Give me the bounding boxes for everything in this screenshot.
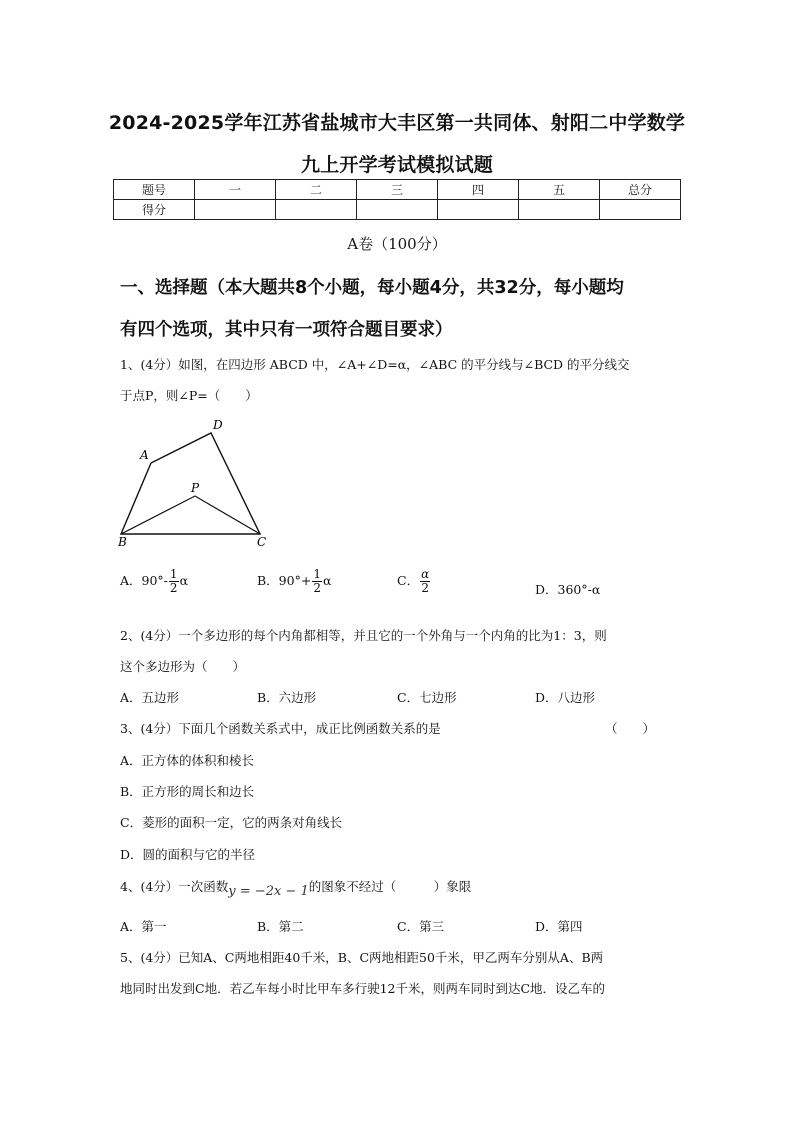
header-cell: 三 [357,180,438,200]
fraction-numerator: 1 [169,567,178,581]
label-P: P [191,481,200,495]
q3-option-c[interactable]: C．菱形的面积一定，它的两条对角线长 [120,815,343,830]
q4-text [120,877,690,899]
label-D: D [213,418,223,432]
label-B: B [118,535,127,549]
section-heading-line2: 有四个选项，其中只有一项符合题目要求） [120,320,453,340]
q1-c-prefix: C． [397,573,420,588]
score-table-header-row [114,180,681,200]
q2-text-line1: 2、(4分）一个多边形的每个内角都相等，并且它的一个外角与一个内角的比为1：3，则 [120,628,607,643]
q4-prefix: 4、(4分）一次函数 [120,879,229,894]
q1-option-b[interactable] [257,568,331,595]
score-cell[interactable] [195,200,276,220]
q4-option-b[interactable]: B．第二 [257,919,304,934]
fraction [420,568,430,595]
q2-option-a[interactable]: A．五边形 [120,690,180,705]
fraction-numerator: 1 [313,567,321,581]
score-cell[interactable] [438,200,519,220]
q1-option-c[interactable] [397,568,431,595]
score-cell[interactable] [357,200,438,220]
fraction-denominator: 2 [313,581,321,595]
q3-option-d[interactable]: D．圆的面积与它的半径 [120,847,256,862]
doc-title-line2: 九上开学考试模拟试题 [300,154,493,176]
q3-option-b[interactable]: B．正方形的周长和边长 [120,784,255,799]
score-cell[interactable] [519,200,600,220]
q1-text-line2: 于点P，则∠P=（ ） [120,388,258,403]
q2-option-c[interactable]: C．七边形 [397,690,457,705]
q5-text-line2: 地同时出发到C地．若乙车每小时比甲车多行驶12千米，则两车同时到达C地．设乙车的 [120,981,606,996]
q4-suffix: 的图象不经过（ ）象限 [308,879,472,894]
quadrilateral-figure [112,412,282,552]
q1-b-suffix: α [322,573,332,588]
header-cell: 二 [276,180,357,200]
header-cell: 总分 [600,180,681,200]
header-cell: 一 [195,180,276,200]
row-label: 得分 [114,200,195,220]
doc-title-line1: 2024-2025学年江苏省盐城市大丰区第一共同体、射阳二中学数学 [108,112,686,134]
score-table [113,179,681,220]
q2-text-line2: 这个多边形为（ ） [120,659,246,674]
fraction-numerator: α [421,567,430,581]
score-cell[interactable] [276,200,357,220]
label-A: A [140,448,149,462]
fraction [169,568,179,595]
q3-text: 3、(4分）下面几个函数关系式中，成正比例函数关系的是 [120,721,441,736]
q1-a-prefix: A．90°- [120,573,168,588]
q4-option-d[interactable]: D．第四 [535,919,583,934]
fraction-denominator: 2 [169,581,178,595]
label-C: C [257,535,267,549]
q3-answer-paren: （ ） [605,721,656,736]
q2-option-d[interactable]: D．八边形 [535,690,596,705]
q4-option-c[interactable]: C．第三 [397,919,445,934]
q3-option-a[interactable]: A．正方体的体积和棱长 [120,753,255,768]
q4-formula: y = −2x − 1 [228,884,309,899]
bisector-lines [121,496,260,534]
score-table-score-row [114,200,681,220]
q1-a-suffix: α [179,573,189,588]
q1-option-d[interactable]: D．360°-α [535,582,601,597]
header-cell: 四 [438,180,519,200]
q1-b-prefix: B．90°+ [257,573,312,588]
header-cell: 题号 [114,180,195,200]
volume-label: A卷（100分） [347,235,447,253]
q1-text-line1: 1、(4分）如图，在四边形 ABCD 中，∠A+∠D=α，∠ABC 的平分线与∠BCD 的平分线交 [120,357,630,372]
q1-option-a[interactable] [120,568,188,595]
q2-option-b[interactable]: B．六边形 [257,690,317,705]
section-heading-line1: 一、选择题（本大题共8个小题，每小题4分，共32分，每小题均 [120,278,624,298]
score-cell[interactable] [600,200,681,220]
q4-option-a[interactable]: A．第一 [120,919,167,934]
fraction [312,568,322,595]
fraction-denominator: 2 [421,581,429,595]
header-cell: 五 [519,180,600,200]
q5-text-line1: 5、(4分）已知A、C两地相距40千米，B、C两地相距50千米，甲乙两车分别从A、B两 [120,950,604,965]
